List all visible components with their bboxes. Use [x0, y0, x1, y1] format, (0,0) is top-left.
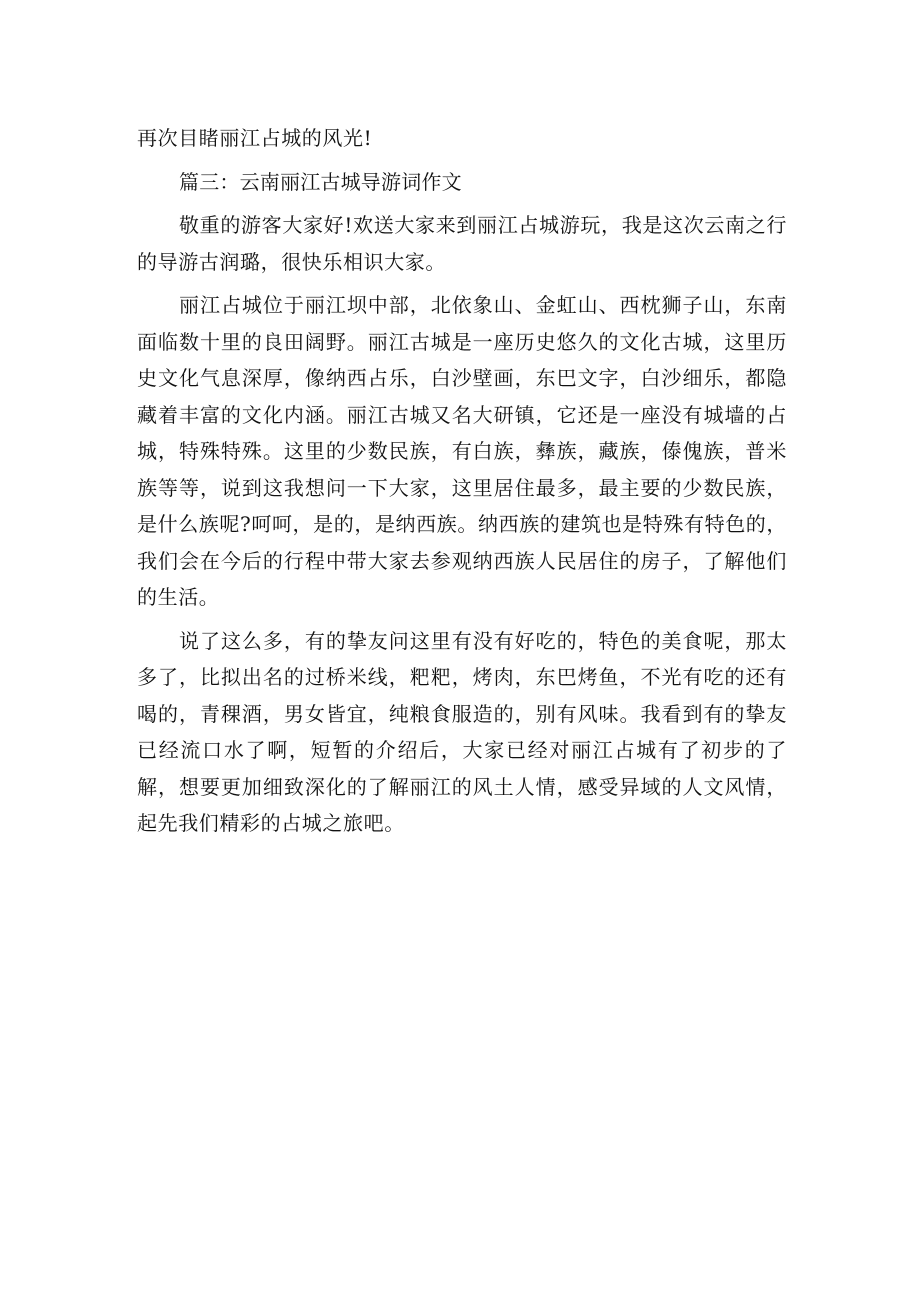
paragraph-food: 说了这么多，有的挚友问这里有没有好吃的，特色的美食呢，那太多了，比拟出名的过桥米线，粑粑，烤肉，东巴烤鱼，不光有吃的还有喝的，青稞酒，男女皆宜，纯粮食服造的，别有风味。我看到有的挚友已经流口水了啊，短暂的介绍后，大家已经对丽江占城有了初步的了解，想要更加细致深化的了解丽江的风土人情，感受异域的人文风情，起先我们精彩的占城之旅吧。	[137, 628, 787, 835]
paragraph-greeting: 敬重的游客大家好!欢送大家来到丽江占城游玩，我是这次云南之行的导游古润璐，很快乐相识大家。	[137, 213, 787, 274]
document-body	[137, 120, 787, 849]
section-heading: 篇三：云南丽江古城导游词作文	[179, 169, 462, 194]
paragraph-continuation: 再次目睹丽江占城的风光!	[137, 126, 373, 150]
paragraph-history: 丽江占城位于丽江坝中部，北依象山、金虹山、西枕狮子山，东南面临数十里的良田阔野。丽江古城是一座历史悠久的文化古城，这里历史文化气息深厚，像纳西占乐，白沙壁画，东巴文字，白沙细乐，都隐藏着丰富的文化内涵。丽江古城又名大研镇，它还是一座没有城墙的占城，特殊特殊。这里的少数民族，有白族，彝族，藏族，傣傀族，普米族等等，说到这我想问一下大家，这里居住最多，最主要的少数民族，是什么族呢?呵呵，是的，是纳西族。纳西族的建筑也是特殊有特色的，我们会在今后的行程中带大家去参观纳西族人民居住的房子，了解他们的生活。	[137, 293, 787, 609]
